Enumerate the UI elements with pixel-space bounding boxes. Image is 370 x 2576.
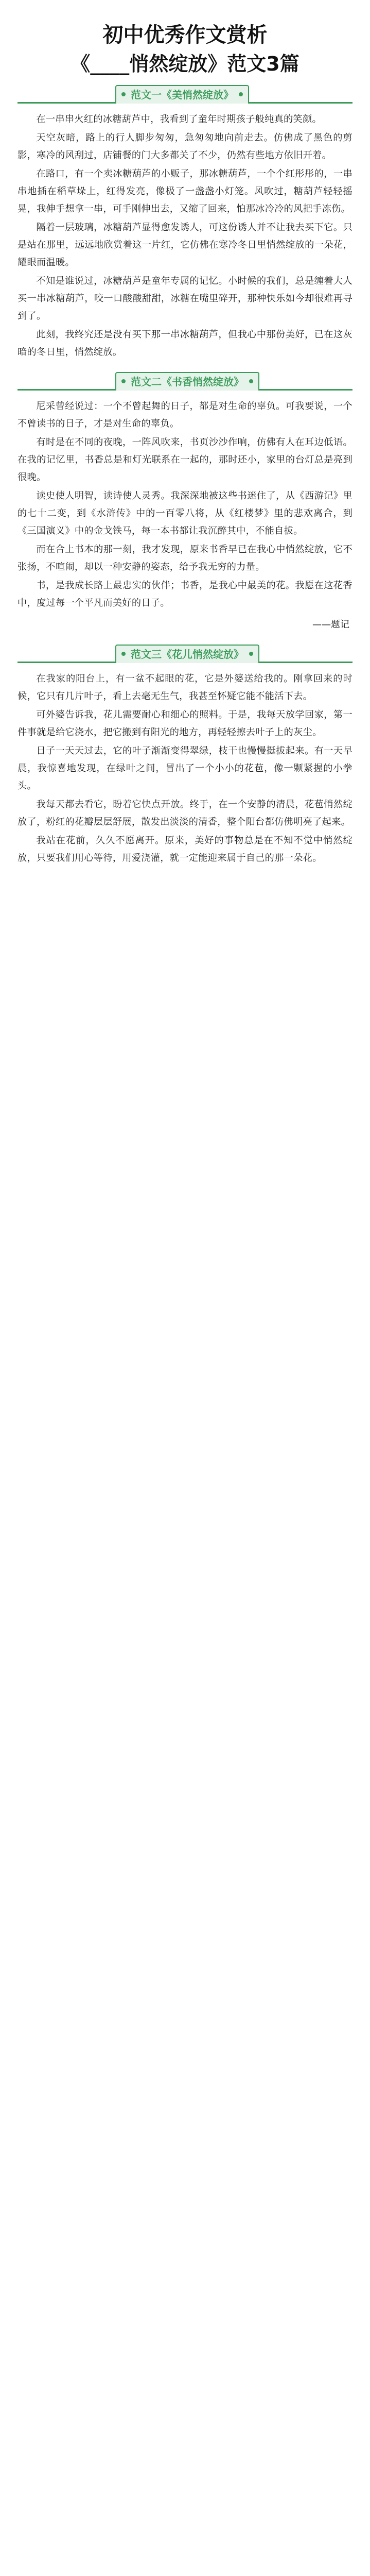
essay-paragraph: 此刻，我终究还是没有买下那一串冰糖葫芦，但我心中那份美好，已在这灰暗的冬日里，悄然绽放。: [17, 329, 353, 358]
essay-paragraph: 不知是谁说过，冰糖葫芦是童年专属的记忆。小时候的我们，总是缠着大人买一串冰糖葫芦，咬一口酸酸甜甜，冰糖在嘴里碎开，那种快乐如今却很难再寻到了。: [17, 276, 353, 321]
essay-section: [17, 371, 353, 634]
essay-paragraph: 在一串串火红的冰糖葫芦中，我看到了童年时期孩子般纯真的笑颜。: [36, 114, 322, 125]
essay-list: [17, 84, 353, 867]
essay-signature: ——题记: [312, 619, 349, 630]
section-heading: 范文三《花儿悄然绽放》: [115, 645, 259, 663]
essay-section: [17, 644, 353, 867]
essay-paragraph: 在我家的阳台上，有一盆不起眼的花，它是外婆送给我的。刚拿回来的时候，它只有几片叶子，看上去毫无生气，我甚至怀疑它能不能活下去。: [17, 673, 353, 702]
section-heading: 范文二《书香悄然绽放》: [115, 372, 259, 391]
page-subtitle: 《____悄然绽放》范文3篇: [71, 53, 299, 75]
essay-paragraph: 日子一天天过去，它的叶子渐渐变得翠绿，枝干也慢慢挺拔起来。有一天早晨，我惊喜地发现，在绿叶之间，冒出了一个小小的花苞，像一颗紧握的小拳头。: [17, 745, 353, 791]
essay-paragraph: 天空灰暗，路上的行人脚步匆匆，急匆匆地向前走去。仿佛成了黑色的剪影，寒冷的风刮过，店铺餐的门大多都关了不少，仍然有些地方依旧开着。: [17, 132, 353, 161]
essay-paragraph: 书，是我成长路上最忠实的伙伴；书香，是我心中最美的花。我愿在这花香中，度过每一个平凡而美好的日子。: [17, 580, 353, 608]
essay-paragraph: 有时是在不同的夜晚，一阵风吹来，书页沙沙作响，仿佛有人在耳边低语。在我的记忆里，书香总是和灯光联系在一起的，那时还小，家里的台灯总是亮到很晚。: [17, 437, 353, 483]
section-ribbon: [17, 644, 353, 663]
essay-paragraph: 可外婆告诉我，花儿需要耐心和细心的照料。于是，我每天放学回家，第一件事就是给它浇水，把它搬到有阳光的地方，再轻轻擦去叶子上的灰尘。: [17, 709, 353, 738]
section-heading: 范文一《美悄然绽放》: [115, 85, 249, 104]
page-title: 初中优秀作文赏析: [102, 23, 268, 47]
essay-section: [17, 84, 353, 361]
essay-paragraph: 尼采曾经说过：一个不曾起舞的日子，都是对生命的辜负。可我要说，一个不曾读书的日子，才是对生命的辜负。: [17, 401, 353, 429]
essay-paragraph: 读史使人明智，读诗使人灵秀。我深深地被这些书迷住了，从《西游记》里的七十二变，到《水浒传》中的一百零八将，从《红楼梦》里的悲欢离合，到《三国演义》中的金戈铁马，每一本书都让我沉醉其中，不能自拔。: [17, 490, 353, 536]
essay-paragraph: 我站在花前，久久不愿离开。原来，美好的事物总是在不知不觉中悄然绽放，只要我们用心等待，用爱浇灌，就一定能迎来属于自己的那一朵花。: [17, 835, 353, 863]
section-ribbon: [17, 84, 353, 104]
essay-paragraph: 我每天都去看它，盼着它快点开放。终于，在一个安静的清晨，花苞悄然绽放了，粉红的花瓣层层舒展，散发出淡淡的清香，整个阳台都仿佛明亮了起来。: [17, 799, 353, 827]
essay-paragraph: 隔着一层玻璃，冰糖葫芦显得愈发诱人，可这份诱人并不让我去买下它。只是站在那里，远远地欣赏着这一片红，它仿佛在寒冷冬日里悄然绽放的一朵花，耀眼而温暖。: [17, 222, 353, 268]
section-ribbon: [17, 371, 353, 391]
essay-paragraph: 而在合上书本的那一刻，我才发现，原来书香早已在我心中悄然绽放，它不张扬，不喧闹，却以一种安静的姿态，给予我无穷的力量。: [17, 544, 353, 572]
essay-paragraph: 在路口，有一个卖冰糖葫芦的小贩子，那冰糖葫芦，一个个红彤彤的，一串串地插在稻草垛上，红得发亮，像极了一盏盏小灯笼。风吹过，糖葫芦轻轻摇晃，我伸手想拿一串，可手刚伸出去，又缩了回来，怕那冰冷冷的风把手冻伤。: [17, 168, 353, 214]
